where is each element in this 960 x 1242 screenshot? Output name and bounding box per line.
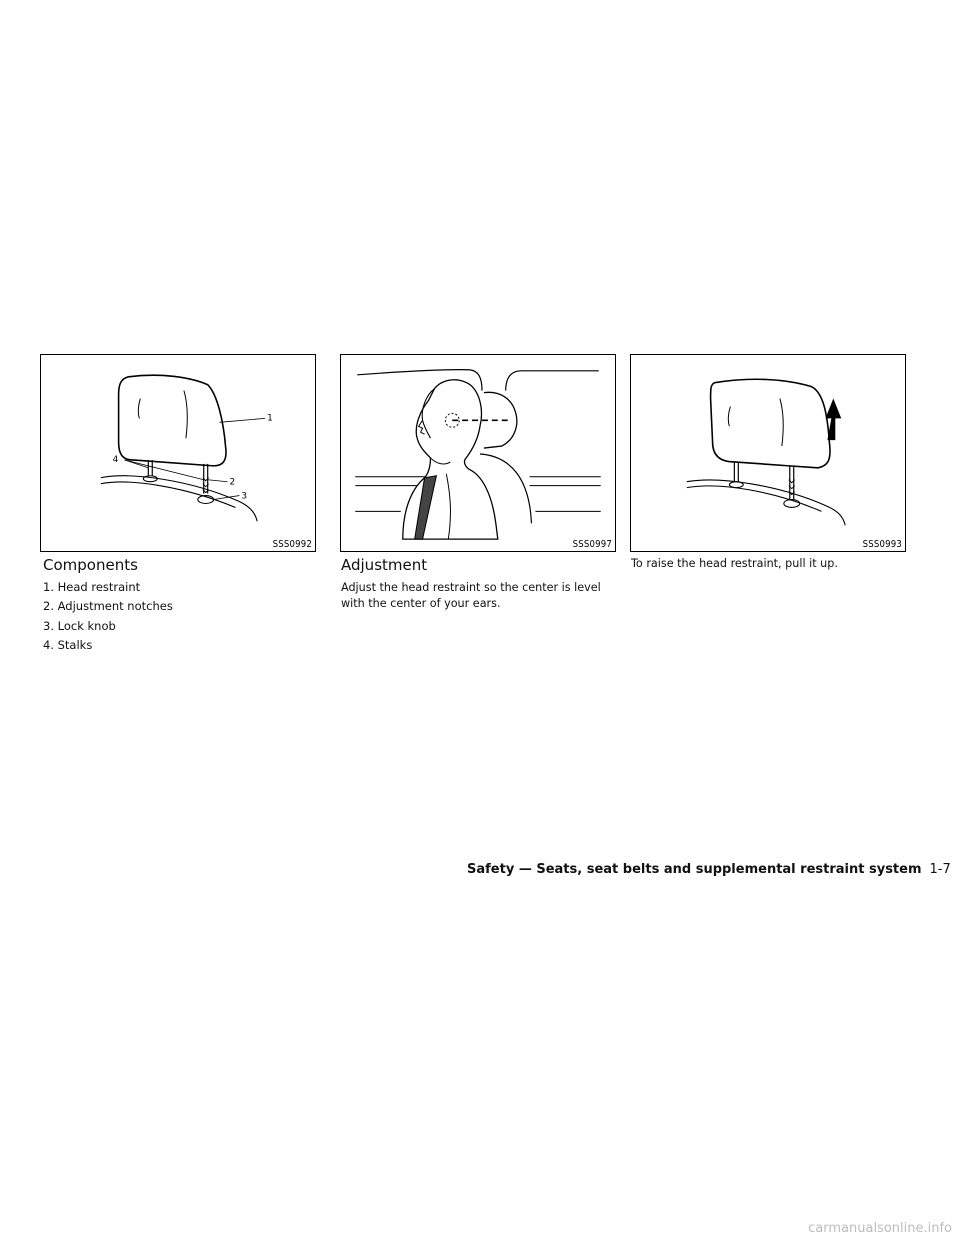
page-footer (467, 862, 951, 877)
figure-code: SSS0993 (862, 539, 902, 550)
watermark: carmanualsonline.info (808, 1221, 952, 1236)
list-item: 3. Lock knob (43, 619, 116, 633)
adjustment-heading: Adjustment (341, 556, 428, 574)
head-restraint-raise-illustration (631, 355, 905, 551)
figure-code: SSS0992 (272, 539, 312, 550)
footer-section-title: Safety — Seats, seat belts and supplemental restraint system (467, 862, 922, 877)
list-item: 1. Head restraint (43, 580, 141, 594)
callout-2: 2 (229, 477, 236, 488)
figure-code: SSS0997 (572, 539, 612, 550)
head-restraint-adjustment-illustration (341, 355, 615, 551)
adjustment-paragraph: Adjust the head restraint so the center is level with the center of your ears. (341, 581, 601, 610)
figure-adjustment (340, 354, 616, 552)
callout-1: 1 (267, 413, 273, 424)
raise-paragraph: To raise the head restraint, pull it up. (631, 557, 838, 570)
page-number: 1-7 (929, 862, 951, 877)
callout-4: 4 (112, 454, 119, 465)
callout-3: 3 (241, 491, 248, 502)
list-item: 2. Adjustment notches (43, 599, 173, 613)
head-restraint-components-illustration (41, 355, 315, 551)
figure-components (40, 354, 316, 552)
list-item: 4. Stalks (43, 638, 93, 652)
figure-raise (630, 354, 906, 552)
components-heading: Components (43, 556, 138, 574)
